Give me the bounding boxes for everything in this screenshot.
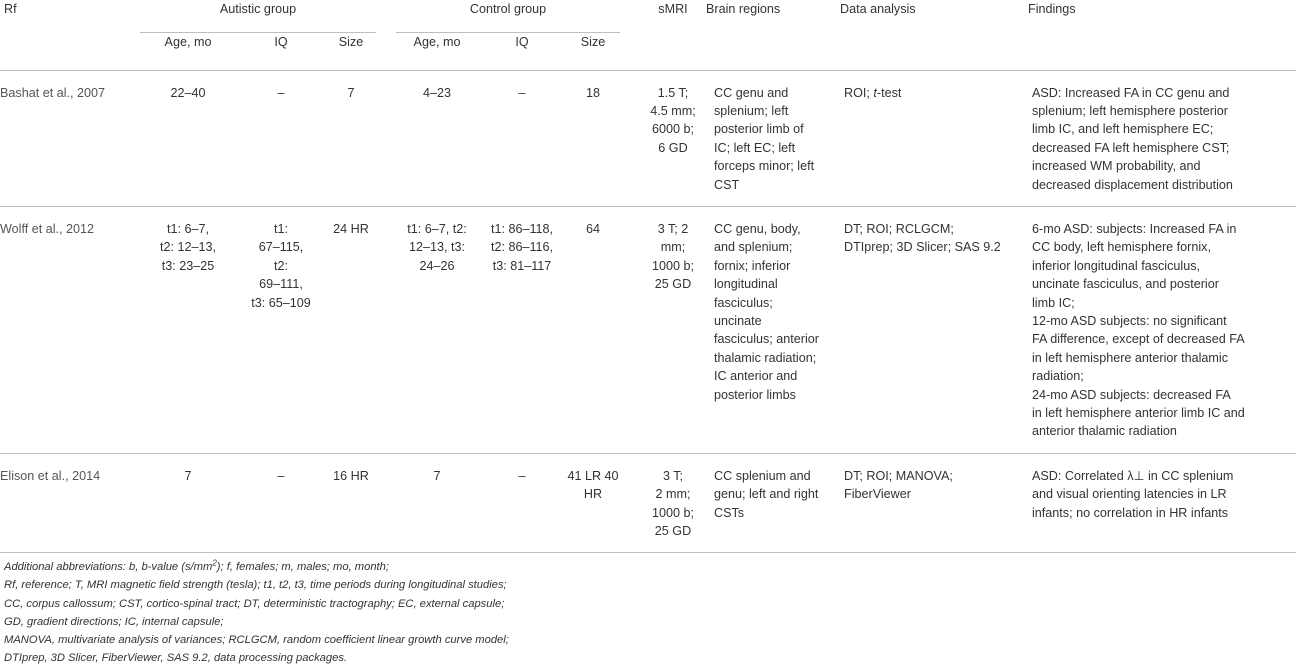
cell-line: 67–115, [258, 240, 304, 255]
footnote-line: CC, corpus callossum; CST, cortico-spinal tract; DT, deterministic tractography; EC, external capsule; [4, 597, 505, 610]
cell-ctl-iq: – [518, 85, 526, 100]
cell-line: CC genu and [714, 85, 789, 100]
cell-line: inferior longitudinal fasciculus, [1032, 258, 1201, 273]
cell-line: splenium; left [714, 103, 789, 118]
header-ref: Rf [4, 2, 17, 16]
cell-findings [1028, 206, 1296, 453]
cell-ctl-size: 64 [585, 221, 600, 236]
cell-line: uncinate fasciculus, and posterior [1032, 277, 1219, 292]
cell-line: HR [583, 487, 603, 502]
cell-aut-iq [236, 206, 326, 453]
cell-line: 6-mo ASD: subjects: Increased FA in [1032, 221, 1237, 236]
cell-gap [620, 70, 640, 206]
cell-line: 2 mm; [655, 487, 691, 502]
cell-line: t2: 86–116, [490, 240, 554, 255]
cell-line: t3: 23–25 [161, 258, 215, 273]
header-ctl-iq: IQ [515, 34, 529, 49]
header-ctl-size: Size [580, 34, 606, 49]
table-footnote [4, 558, 1284, 668]
header-brain-regions: Brain regions [706, 2, 781, 16]
cell-line: limb IC; [1032, 295, 1075, 310]
footnote-line: GD, gradient directions; IC, internal capsule; [4, 615, 224, 628]
cell-line: 24–26 [419, 258, 455, 273]
cell-line: CC splenium and [714, 468, 811, 483]
cell-gap [620, 206, 640, 453]
cell-line: decreased displacement distribution [1032, 177, 1233, 192]
cell-line: and splenium; [714, 240, 793, 255]
cell-line: posterior limb of [714, 122, 804, 137]
cell-line: t1: [273, 221, 288, 236]
cell-findings [1028, 70, 1296, 206]
cell-line: anterior thalamic radiation [1032, 424, 1177, 439]
cell-smri [640, 70, 706, 206]
cell-line: fasciculus; anterior [714, 332, 819, 347]
cell-line: FA difference, except of decreased FA [1032, 332, 1245, 347]
footnote-line: MANOVA, multivariate analysis of variances; RCLGCM, random coefficient linear growth curve model; [4, 634, 509, 647]
cell-aut-age [140, 206, 236, 453]
cell-line: forceps minor; left [714, 159, 815, 174]
cell-line: 6000 b; [651, 122, 695, 137]
cell-ref: Elison et al., 2014 [0, 468, 101, 483]
cell-line: in left hemisphere anterior thalamic [1032, 350, 1228, 365]
cell-line: IC; left EC; left [714, 140, 796, 155]
cell-line: 3 T; [662, 468, 684, 483]
cell-line: CC body, left hemisphere fornix, [1032, 240, 1211, 255]
footnote-line: Rf, reference; T, MRI magnetic field strength (tesla); t1, t2, t3, time periods during longitudinal studies; [4, 579, 507, 592]
header-autistic-group: Autistic group [140, 0, 376, 32]
header-aut-iq: IQ [274, 34, 288, 49]
cell-line: mm; [660, 240, 686, 255]
header-aut-size: Size [338, 34, 364, 49]
cell-smri [640, 453, 706, 553]
footnote-line: DTIprep, 3D Slicer, FiberViewer, SAS 9.2, data processing packages. [4, 652, 348, 665]
cell-aut-iq: – [277, 468, 285, 483]
cell-line: radiation; [1032, 369, 1084, 384]
cell-line: 12-mo ASD subjects: no significant [1032, 313, 1227, 328]
cell-line: CSTs [714, 505, 745, 520]
header-ctl-age: Age, mo [413, 34, 461, 49]
cell-line: ASD: Correlated λ⊥ in CC splenium [1032, 468, 1234, 483]
cell-line: uncinate [714, 313, 762, 328]
cell-ctl-age: 7 [433, 468, 441, 483]
cell-line: posterior limbs [714, 387, 796, 402]
cell-line: t1: 86–118, [490, 221, 554, 236]
table-row [0, 70, 1296, 206]
cell-line: thalamic radiation; [714, 350, 817, 365]
cell-line: DTIprep; 3D Slicer; SAS 9.2 [844, 240, 1001, 255]
footnote-line: Additional abbreviations: b, b-value $(s/mm^2)$; f, females; m, males; mo, month; [4, 558, 389, 573]
cell-line: 25 GD [654, 277, 692, 292]
cell-aut-size: 7 [347, 85, 355, 100]
cell-gap [620, 453, 640, 553]
header-smri: sMRI [658, 2, 688, 16]
cell-data-analysis [840, 70, 1028, 206]
cell-text: t [873, 85, 877, 100]
cell-text: ROI; [844, 85, 874, 100]
cell-line: 1000 b; [651, 258, 695, 273]
cell-gap [376, 70, 396, 206]
header-control-group: Control group [396, 0, 620, 32]
cell-line: in left hemisphere anterior limb IC and [1032, 406, 1245, 420]
cell-data-analysis [840, 206, 1028, 453]
cell-line: limb IC, and left hemisphere EC; [1032, 122, 1214, 137]
cell-line: t1: 6–7, [166, 221, 209, 236]
cell-line: DT; ROI; MANOVA; [844, 468, 953, 483]
table-body [0, 70, 1296, 553]
cell-smri [640, 206, 706, 453]
cell-line: t3: 81–117 [492, 258, 552, 273]
cell-line: DT; ROI; RCLGCM; [844, 221, 954, 236]
cell-gap [376, 206, 396, 453]
cell-data-analysis [840, 453, 1028, 553]
cell-ctl-iq [478, 206, 566, 453]
cell-ref: Bashat et al., 2007 [0, 85, 106, 100]
cell-ctl-size [566, 453, 620, 553]
cell-line: and visual orienting latencies in LR [1032, 487, 1227, 502]
cell-line: CC genu, body, [714, 221, 801, 236]
cell-brain-regions [706, 206, 840, 453]
cell-line: increased WM probability, and [1032, 159, 1201, 174]
cell-line: 1.5 T; [657, 85, 689, 100]
cell-line: 6 GD [658, 140, 688, 155]
header-data-analysis: Data analysis [840, 2, 916, 16]
cell-ctl-size: 18 [585, 85, 600, 100]
cell-line: IC anterior and [714, 369, 798, 384]
cell-line: fasciculus; [714, 295, 773, 310]
header-findings: Findings [1028, 2, 1076, 16]
cell-line: decreased FA left hemisphere CST; [1032, 140, 1230, 155]
cell-line: t1: 6–7, t2: [407, 221, 467, 236]
cell-ctl-age: 4–23 [422, 85, 452, 100]
cell-line: 3 T; 2 [657, 221, 689, 236]
cell-line: 12–13, t3: [408, 240, 466, 255]
cell-ref: Wolff et al., 2012 [0, 221, 95, 236]
cell-aut-size: 24 HR [333, 221, 369, 236]
cell-gap [376, 453, 396, 553]
cell-line: splenium; left hemisphere posterior [1032, 103, 1228, 118]
cell-line: ASD: Increased FA in CC genu and [1032, 85, 1230, 100]
cell-line: FiberViewer [844, 487, 911, 502]
cell-line: 69–111, [259, 277, 303, 292]
cell-line: longitudinal [714, 277, 778, 292]
cell-aut-size: 16 HR [333, 468, 369, 483]
cell-brain-regions [706, 453, 840, 553]
cell-line: genu; left and right [714, 487, 819, 502]
table-row [0, 453, 1296, 553]
cell-aut-age: 7 [184, 468, 192, 483]
cell-aut-iq: – [277, 85, 285, 100]
table-row [0, 206, 1296, 453]
cell-line: 1000 b; [651, 505, 695, 520]
cell-line: 25 GD [654, 524, 692, 539]
cell-text: -test [876, 85, 902, 100]
cell-aut-age: 22–40 [170, 85, 206, 100]
cell-line: t2: [273, 258, 288, 273]
cell-line: 24-mo ASD subjects: decreased FA [1032, 387, 1231, 402]
cell-line: infants; no correlation in HR infants [1032, 505, 1229, 520]
cell-ctl-age [396, 206, 478, 453]
cell-line: t2: 12–13, [159, 240, 217, 255]
cell-findings [1028, 453, 1296, 553]
cell-ctl-iq: – [518, 468, 526, 483]
cell-line: CST [714, 177, 740, 192]
cell-line: 41 LR 40 [567, 468, 619, 483]
header-aut-age: Age, mo [164, 34, 212, 49]
cell-brain-regions [706, 70, 840, 206]
cell-line: fornix; inferior [714, 258, 791, 273]
cell-line: t3: 65–109 [251, 295, 311, 310]
cell-line: 4.5 mm; [650, 103, 696, 118]
header-row-secondary [0, 32, 1296, 70]
header-row-primary [0, 0, 1296, 32]
